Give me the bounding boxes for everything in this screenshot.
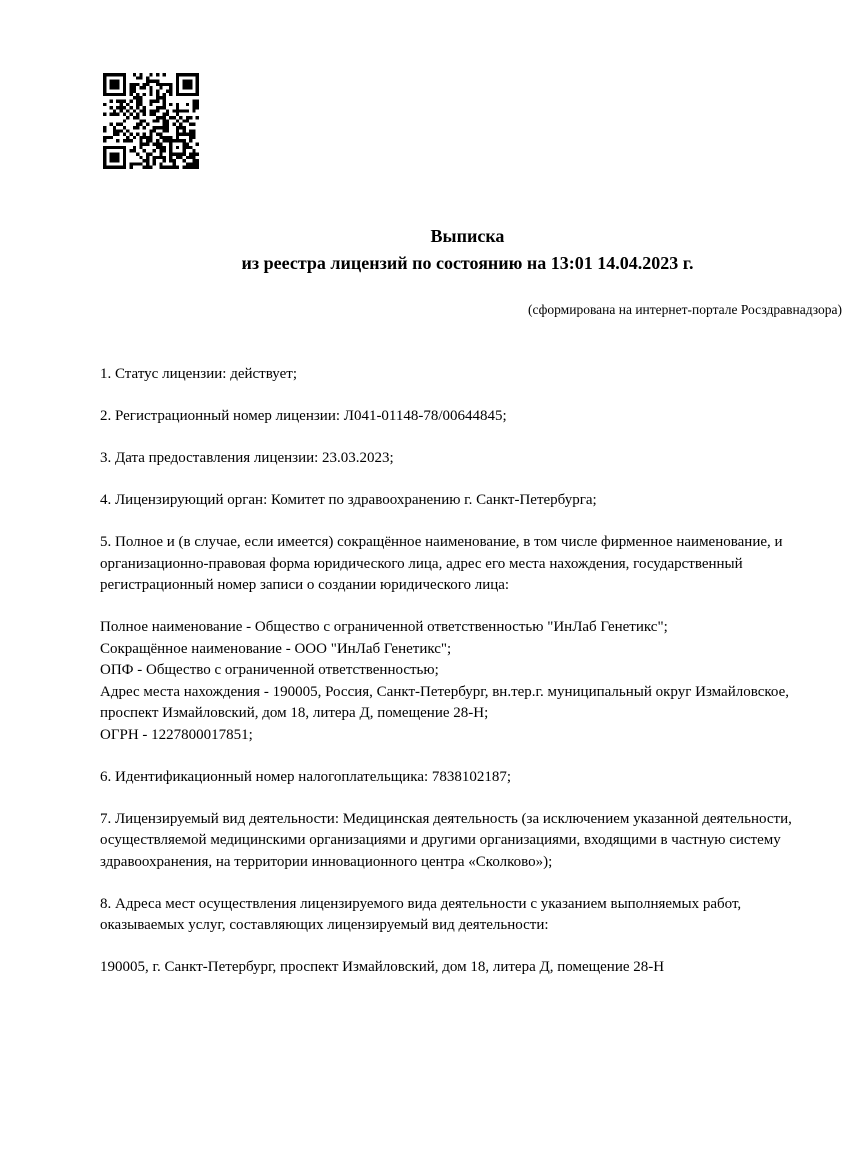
item-taxpayer-number: 6. Идентификационный номер налогоплательщика: 7838102187; [100,768,512,785]
item-activity-address: 190005, г. Санкт-Петербург, проспект Измайловский, дом 18, литера Д, помещение 28-Н [100,959,665,975]
org-full-name: Полное наименование - Общество с ограниченной ответственностью "ИнЛаб Генетикс"; [100,619,668,635]
org-address: Адрес места нахождения - 190005, Россия, Санкт-Петербург, вн.тер.г. муниципальный округ Измайловское, проспект Измайловский, дом 18, литера Д, помещение 28-Н; [100,683,789,721]
org-short-name: Сокращённое наименование - ООО "ИнЛаб Генетикс"; [100,640,452,657]
org-legal-form: ОПФ - Общество с ограниченной ответственностью; [100,662,439,678]
qr-code-icon [103,73,199,169]
document-subtitle: (сформирована на интернет-портале Росздравнадзора) [527,302,842,317]
title-line-2: из реестра лицензий по состоянию на 13:01 14.04.2023 г. [241,253,694,273]
item-licensing-authority: 4. Лицензирующий орган: Комитет по здравоохранению г. Санкт-Петербурга; [100,492,597,508]
item-activity-addresses-intro: 8. Адреса мест осуществления лицензируемого вида деятельности с указанием выполняемых работ, оказываемых услуг, составляющих лицензируемый вид деятельности: [100,895,742,933]
document-title [100,223,835,277]
item-organization-intro: 5. Полное и (в случае, если имеется) сокращённое наименование, в том числе фирменное наименование, и организационно-правовая форма юридического лица, адрес его места нахождения, государственный регистрационный номер записи о создании юридического лица: [100,534,783,593]
organization-details-block [100,617,806,746]
document-body [100,364,806,999]
item-registration-number: 2. Регистрационный номер лицензии: Л041-01148-78/00644845; [100,408,507,424]
item-grant-date: 3. Дата предоставления лицензии: 23.03.2023; [100,450,394,466]
item-license-status: 1. Статус лицензии: действует; [100,366,297,382]
title-line-1: Выписка [430,226,505,246]
item-licensed-activity: 7. Лицензируемый вид деятельности: Медицинская деятельность (за исключением указанной деятельности, осуществляемой медицинскими организациями и другими организациями, входящими в частную систему здравоохранения, на территории инновационного центра «Сколково»); [100,810,792,870]
org-ogrn: ОГРН - 1227800017851; [100,726,253,743]
